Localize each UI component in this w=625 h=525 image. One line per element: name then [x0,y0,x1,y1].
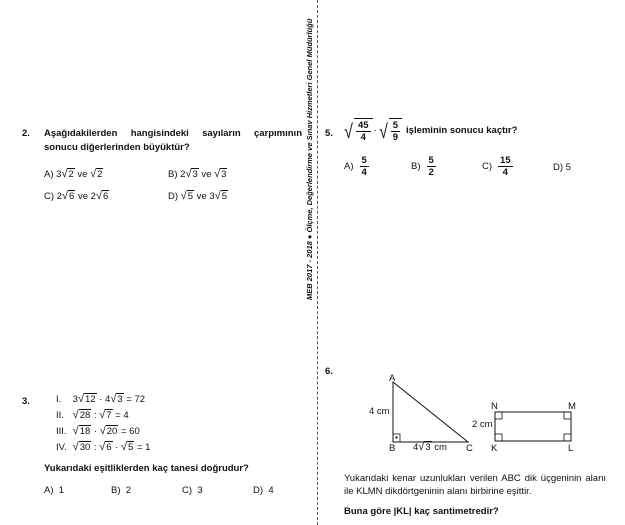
label-side-ab: 4 cm [369,406,390,417]
q3-question: Yukarıdaki eşitliklerden kaç tanesi doğrudur? [44,463,249,474]
q5-option-a[interactable]: A) $\frac{5}{4}$ [344,155,367,178]
q5-option-c[interactable]: C) $\frac{15}{4}$ [482,155,511,178]
label-k: K [491,443,498,454]
q3-option-d[interactable]: D) 4 [253,485,274,496]
q2-option-c[interactable]: C) 2√6 ve 2√6 [44,190,109,202]
q3-option-c[interactable]: C) 3 [182,485,203,496]
q5-option-b[interactable]: B) $\frac{5}{2}$ [411,155,434,178]
label-side-bc: 4√3 cm [413,441,447,453]
triangle-abc [393,382,468,442]
q3-item-3: III. √18 · √20 = 60 [56,425,140,437]
vertical-header: MEB 2017 - 2018 ● Ölçme, Değerlendirme ve Sınav Hizmetleri Genel Müdürlüğü [305,18,314,300]
rectangle-klmn [495,412,571,441]
q6-question: Buna göre |KL| kaç santimetredir? [344,506,499,517]
label-c: C [466,443,473,454]
label-m: M [568,401,576,412]
q5-option-d[interactable]: D) 5 [553,162,571,173]
q2-text: Aşağıdakilerden hangisindeki sayıların çarpımının sonucu diğerlerinden büyüktür? [44,128,302,153]
page-divider [317,0,318,525]
label-a: A [389,373,396,384]
q3-number: 3. [22,396,30,407]
label-l: L [568,443,574,454]
q2-option-b[interactable]: B) 2√3 ve √3 [168,168,227,180]
q6-text: Yukarıdaki kenar uzunlukları verilen ABC dik üçgeninin alanı ile KLMN dikdörtgeninin alanı birbirine eşittir. [344,473,606,497]
label-n: N [491,401,498,412]
q5-number: 5. [325,128,333,139]
q3-item-1: I. 3√12 · 4√3 = 72 [56,393,146,405]
label-side-kn: 2 cm [472,419,493,430]
q2-option-a[interactable]: A) 3√2 ve √2 [44,168,103,180]
q3-option-b[interactable]: B) 2 [111,485,132,496]
q2-number: 2. [22,128,30,139]
q3-item-4: IV. √30 : √6 · √5 = 1 [56,441,151,453]
q3-item-2: II. √28 : √7 = 4 [56,409,129,421]
q5-expression: √ $\frac{45}{4}$ · √ $\frac{5}{9}$ işleminin sonucu kaçtır? [344,120,518,143]
q3-option-a[interactable]: A) 1 [44,485,65,496]
label-b: B [389,443,396,454]
q6-number: 6. [325,366,333,377]
q2-option-d[interactable]: D) √5 ve 3√5 [168,190,227,202]
